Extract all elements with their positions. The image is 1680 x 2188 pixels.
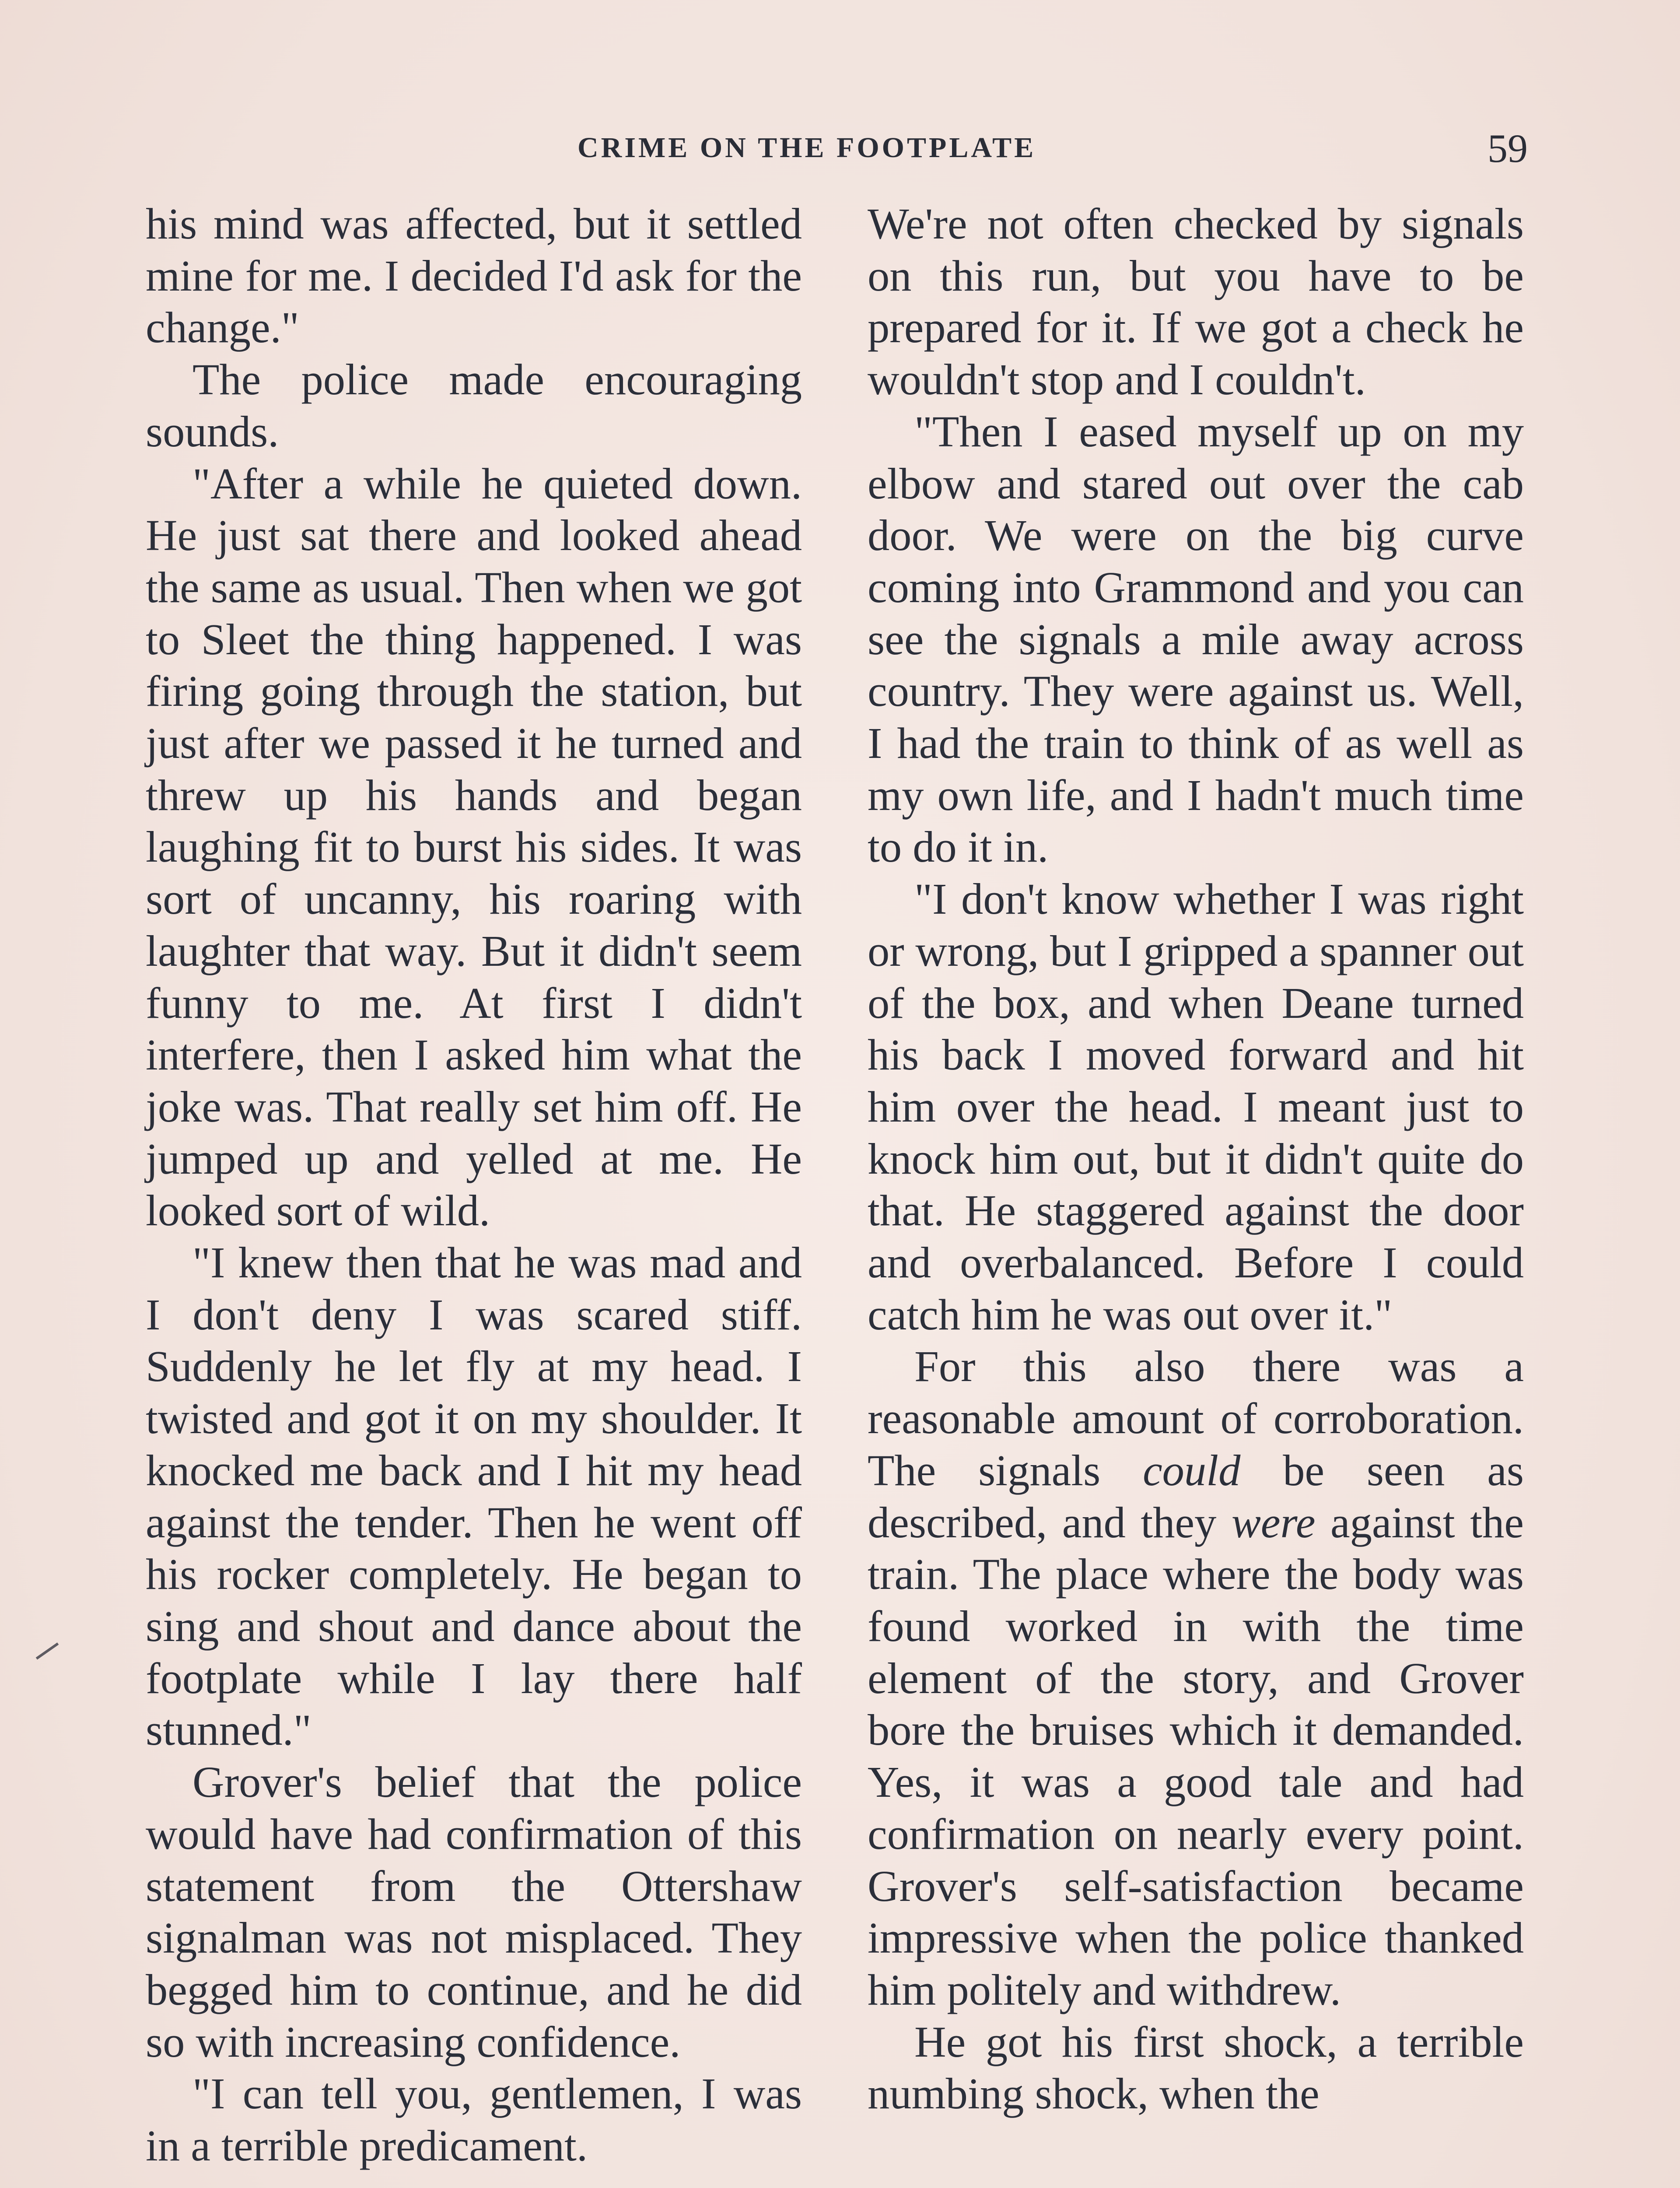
paragraph: "I knew then that he was mad and I don't deny I was scared stiff. Suddenly he let fly at my head. I twisted and got it on my shoulder. It knocked me back and I hit my head against the tender. Then he went off his rocker completely. He began to sing and shout and dance about the footplate while I lay there half stunned." <box>146 1238 802 1755</box>
paragraph: The police made encouraging sounds. <box>146 355 802 456</box>
text-run: For this also there was a reasonable amount of corroboration. The signals <box>868 1342 1524 1495</box>
paragraph <box>868 1340 1524 2016</box>
left-column <box>146 198 802 2172</box>
paragraph: "Then I eased myself up on my elbow and stared out over the cab door. We were on the big curve coming into Grammond and you can see the signals a mile away across country. They were against us. Well, I had the train to think of as well as my own life, and I hadn't much time to do it in. <box>868 407 1524 872</box>
margin-mark <box>36 1642 59 1659</box>
paragraph: Grover's belief that the police would have had confirmation of this statement from the Ottershaw signalman was not misplaced. They begged him to continue, and he did so with increasing confidence. <box>146 1757 802 2066</box>
paragraph: his mind was affected, but it settled mine for me. I decided I'd ask for the change." <box>146 199 802 352</box>
paragraph: "I don't know whether I was right or wrong, but I gripped a spanner out of the box, and when Deane turned his back I moved forward and hit him over the head. I meant just to knock him out, but it didn't quite do that. He staggered against the door and overbalanced. Before I could catch him he was out over it." <box>868 874 1524 1339</box>
italic-word: could <box>1143 1445 1241 1495</box>
text-run: be seen as described, and they <box>868 1445 1524 1547</box>
running-head: CRIME ON THE FOOTPLATE <box>578 132 1036 164</box>
paragraph: "I can tell you, gentlemen, I was in a terrible predicament. <box>146 2069 802 2170</box>
right-column <box>868 198 1524 2120</box>
paragraph: We're not often checked by signals on this run, but you have to be prepared for it. If we got a check he wouldn't stop and I couldn't. <box>868 199 1524 404</box>
text-run: against the train. The place where the body was found worked in with the time element of the story, and Grover bore the bruises which it demanded. Yes, it was a good tale and had confirmation on nearly every point. Grover's self-satisfaction became impressive when the police thanked him politely and withdrew. <box>868 1497 1524 2014</box>
paragraph: He got his first shock, a terrible numbing shock, when the <box>868 2017 1524 2118</box>
page-number: 59 <box>1488 126 1528 171</box>
italic-word: were <box>1231 1497 1316 1547</box>
paragraph: "After a while he quieted down. He just sat there and looked ahead the same as usual. Then when we got to Sleet the thing happened. I was firing going through the station, but just after we passed it he turned and threw up his hands and began laughing fit to burst his sides. It was sort of uncanny, his roaring with laughter that way. But it didn't seem funny to me. At first I didn't interfere, then I asked him what the joke was. That really set him off. He jumped up and yelled at me. He looked sort of wild. <box>146 459 802 1235</box>
